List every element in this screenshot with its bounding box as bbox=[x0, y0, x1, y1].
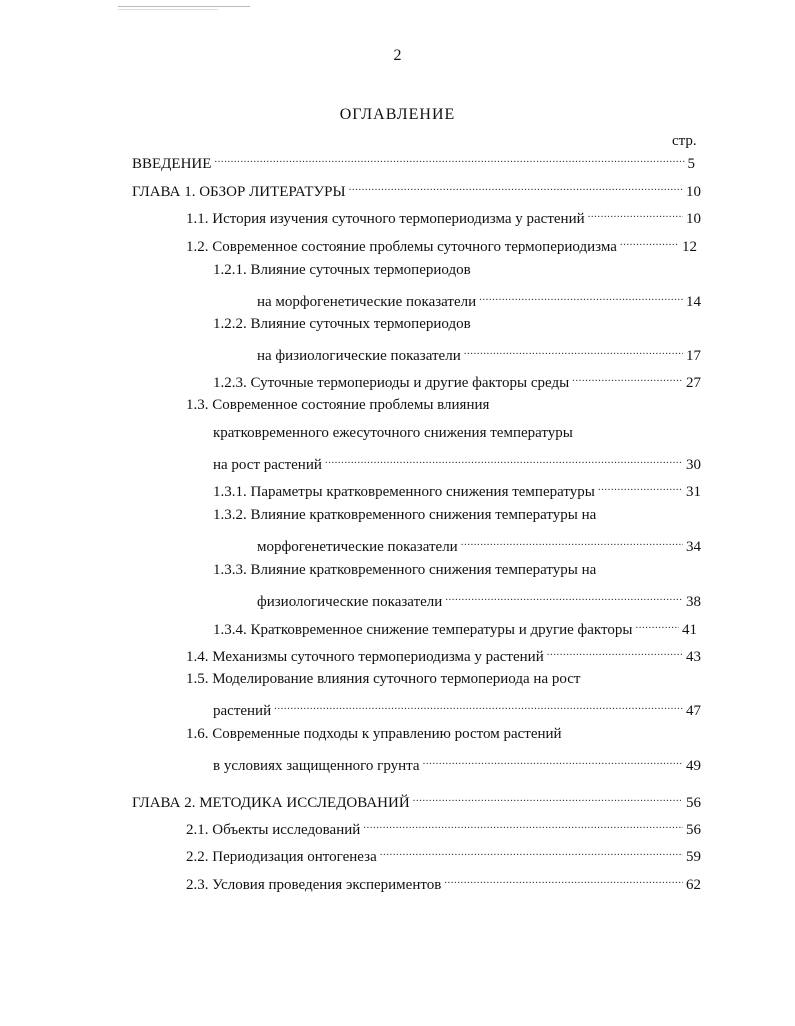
toc-entry-title: на физиологические показатели bbox=[257, 348, 461, 364]
toc-entry-1-3-2[interactable] bbox=[257, 533, 701, 556]
toc-entry-title: 1.2.3. Суточные термопериоды и другие факторы среды bbox=[213, 375, 570, 391]
toc-entry-title: 1.1. История изучения суточного термопериодизма у растений bbox=[186, 211, 585, 227]
toc-leader-dots bbox=[547, 643, 683, 661]
toc-entry-1-5[interactable] bbox=[213, 697, 701, 720]
toc-leader-dots bbox=[274, 697, 683, 715]
toc-entry-title: 2.3. Условия проведения экспериментов bbox=[186, 877, 442, 893]
toc-entry-1-3-2-line1: 1.3.2. Влияние кратковременного снижения температуры на bbox=[213, 507, 597, 523]
toc-entry-title: 1.4. Механизмы суточного термопериодизма у растений bbox=[186, 649, 544, 665]
toc-entry-1-3[interactable] bbox=[213, 451, 701, 474]
toc-entry-1-2-2-line1: 1.2.2. Влияние суточных термопериодов bbox=[213, 316, 471, 332]
toc-entry-page: 10 bbox=[686, 184, 701, 200]
toc-entry-title: 2.2. Периодизация онтогенеза bbox=[186, 849, 377, 865]
toc-leader-dots bbox=[325, 451, 683, 469]
toc-entry-1-6-line1: 1.6. Современные подходы к управлению ростом растений bbox=[186, 726, 562, 742]
toc-leader-dots bbox=[444, 871, 683, 889]
toc-entry-1-2-1-line1: 1.2.1. Влияние суточных термопериодов bbox=[213, 262, 471, 278]
toc-entry-1-3-3-line1: 1.3.3. Влияние кратковременного снижения температуры на bbox=[213, 562, 597, 578]
toc-entry-page: 56 bbox=[686, 795, 701, 811]
toc-entry-page: 34 bbox=[686, 539, 701, 555]
toc-leader-dots bbox=[349, 178, 683, 196]
toc-entry-1-2-1[interactable] bbox=[257, 288, 701, 311]
toc-entry-page: 49 bbox=[686, 758, 701, 774]
toc-leader-dots bbox=[598, 478, 683, 496]
toc-entry-title: ВВЕДЕНИЕ bbox=[132, 156, 212, 172]
toc-entry-page: 14 bbox=[686, 294, 701, 310]
toc-entry-title: ГЛАВА 2. МЕТОДИКА ИССЛЕДОВАНИЙ bbox=[132, 795, 410, 811]
toc-entry-1-3-line2: кратковременного ежесуточного снижения температуры bbox=[213, 425, 573, 441]
toc-entry-page: 47 bbox=[686, 703, 701, 719]
toc-entry-title: растений bbox=[213, 703, 272, 719]
toc-entry-page: 56 bbox=[686, 822, 701, 838]
toc-entry-1-2[interactable] bbox=[186, 233, 697, 256]
toc-entry-2-2[interactable] bbox=[186, 843, 701, 866]
toc-entry-page: 5 bbox=[687, 156, 695, 172]
toc-entry-title: морфогенетические показатели bbox=[257, 539, 458, 555]
toc-entry-title: 1.3.1. Параметры кратковременного снижения температуры bbox=[213, 484, 595, 500]
toc-entry-1-1[interactable] bbox=[186, 205, 701, 228]
toc-entry-2-3[interactable] bbox=[186, 871, 701, 894]
scan-artifact-line bbox=[118, 9, 218, 10]
toc-leader-dots bbox=[620, 233, 679, 251]
toc-entry-chapter-1[interactable] bbox=[132, 178, 701, 201]
toc-leader-dots bbox=[413, 789, 683, 807]
toc-entry-1-4[interactable] bbox=[186, 643, 701, 666]
toc-entry-page: 31 bbox=[686, 484, 701, 500]
scan-artifact-line bbox=[118, 6, 250, 7]
toc-entry-page: 30 bbox=[686, 457, 701, 473]
toc-entry-page: 62 bbox=[686, 877, 701, 893]
toc-leader-dots bbox=[479, 288, 683, 306]
page-number: 2 bbox=[393, 47, 402, 64]
toc-entry-page: 59 bbox=[686, 849, 701, 865]
toc-leader-dots bbox=[464, 342, 683, 360]
toc-leader-dots bbox=[635, 616, 679, 634]
toc-leader-dots bbox=[214, 150, 684, 168]
toc-leader-dots bbox=[423, 752, 683, 770]
toc-entry-title: 1.3.4. Кратковременное снижение температуры и другие факторы bbox=[213, 622, 633, 638]
toc-entry-page: 10 bbox=[686, 211, 701, 227]
toc-entry-1-3-3[interactable] bbox=[257, 588, 701, 611]
page-title: ОГЛАВЛЕНИЕ bbox=[339, 106, 456, 123]
toc-leader-dots bbox=[363, 816, 683, 834]
toc-entry-1-6[interactable] bbox=[213, 752, 701, 775]
toc-entry-title: 2.1. Объекты исследований bbox=[186, 822, 361, 838]
toc-entry-title: физиологические показатели bbox=[257, 594, 443, 610]
toc-entry-1-2-2[interactable] bbox=[257, 342, 701, 365]
toc-entry-page: 38 bbox=[686, 594, 701, 610]
toc-entry-page: 43 bbox=[686, 649, 701, 665]
toc-entry-page: 17 bbox=[686, 348, 701, 364]
toc-entry-1-5-line1: 1.5. Моделирование влияния суточного термопериода на рост bbox=[186, 671, 581, 687]
toc-leader-dots bbox=[588, 205, 683, 223]
toc-entry-title: на рост растений bbox=[213, 457, 322, 473]
toc-leader-dots bbox=[461, 533, 683, 551]
toc-entry-2-1[interactable] bbox=[186, 816, 701, 839]
toc-entry-title: 1.2. Современное состояние проблемы суточного термопериодизма bbox=[186, 239, 617, 255]
toc-entry-title: ГЛАВА 1. ОБЗОР ЛИТЕРАТУРЫ bbox=[132, 184, 346, 200]
toc-entry-1-3-1[interactable] bbox=[213, 478, 701, 501]
toc-entry-1-3-line1: 1.3. Современное состояние проблемы влияния bbox=[186, 397, 490, 413]
toc-entry-chapter-2[interactable] bbox=[132, 789, 701, 812]
page-column-label: стр. bbox=[672, 133, 697, 149]
toc-entry-title: на морфогенетические показатели bbox=[257, 294, 477, 310]
toc-entry-1-3-4[interactable] bbox=[213, 616, 697, 639]
toc-entry-page: 12 bbox=[682, 239, 697, 255]
toc-entry-title: в условиях защищенного грунта bbox=[213, 758, 420, 774]
toc-leader-dots bbox=[572, 369, 683, 387]
toc-entry-1-2-3[interactable] bbox=[213, 369, 701, 392]
toc-leader-dots bbox=[380, 843, 683, 861]
toc-entry-page: 41 bbox=[682, 622, 697, 638]
toc-entry-page: 27 bbox=[686, 375, 701, 391]
toc-entry-intro[interactable] bbox=[132, 150, 695, 173]
toc-leader-dots bbox=[445, 588, 683, 606]
